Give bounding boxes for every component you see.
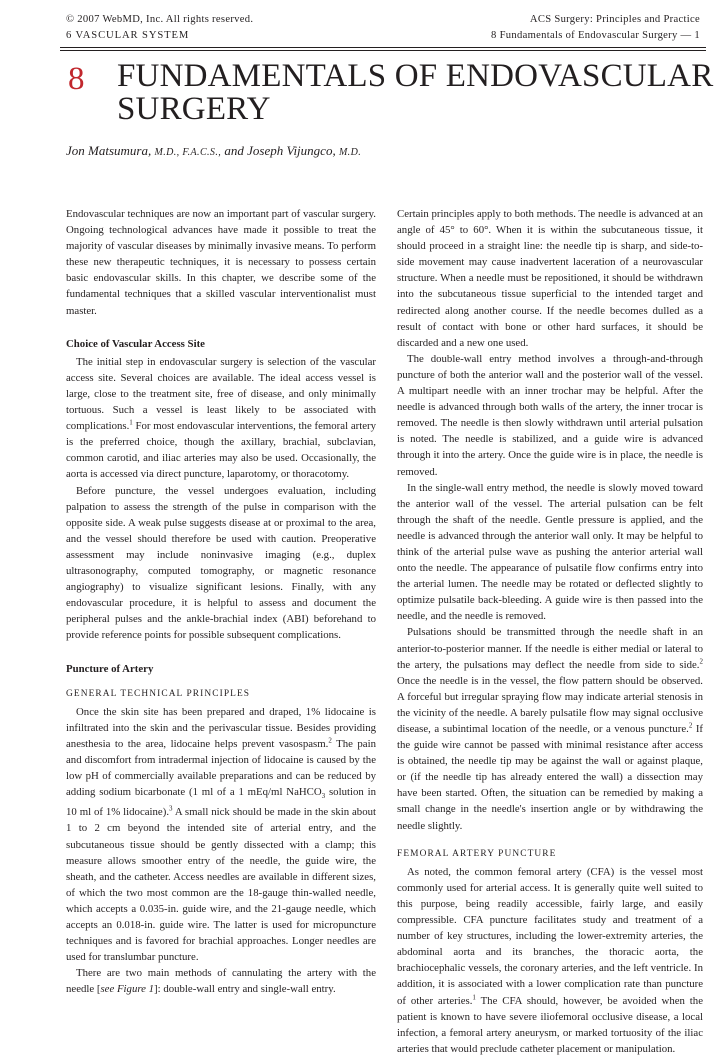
section-heading-access-site: Choice of Vascular Access Site: [66, 337, 205, 350]
text-run: The initial step in endovascular surgery is selection of the vascular access site. Several choices are available. The ideal access vessel is large, close to the treatment site, free of disease, and only minimally tortuous. Such a vessel is least likely to be associated with complications.: [66, 355, 376, 433]
text-run: The CFA should, however, be avoided when the patient is known to have severe iliofemoral occlusive disease, a local infection, a femoral artery aneurysm, or marked tortuosity of the iliac arteries that would preclude catheter placement or manipulation.: [397, 994, 704, 1055]
reference-mark: 2: [328, 736, 332, 745]
book-title: ACS Surgery: Principles and Practice: [529, 14, 700, 25]
access-site-paragraph-1: [66, 354, 376, 483]
subsection-heading-general-principles: GENERAL TECHNICAL PRINCIPLES: [66, 688, 251, 699]
principles-paragraph: Certain principles apply to both methods. The needle is advanced at an angle of 45° to 60°. When it is within the subcutaneous tissue, it should proceed in a straight line: the needle tip is sharp, and side-to-side movement may cause inadvertent laceration of a neurovascular structure. When a needle must be repositioned, it should be withdrawn into the subcutaneous tissue superficial to the intended target and redirected along another course. If the needle becomes dulled as a result of contact with bone or other hard surfaces, it should be discarded and a new one used.: [397, 208, 703, 349]
intro-paragraph: Endovascular techniques are now an important part of vascular surgery. Ongoing technological advances have made it possible to treat the majority of vascular diseases by minimally invasive means. To perform these new therapeutic techniques, it is necessary to possess certain basic endovascular skills. In this chapter, we describe some of the fundamental techniques that a skilled vascular interventionalist must master.: [66, 208, 376, 317]
left-column: [66, 206, 376, 997]
text-run: If the guide wire cannot be passed with minimal resistance after access is obtained, the needle tip may be against the wall or against plaque, or (if the needle tip has already entered the wall) a dissection may have been started. Often, the situation can be remedied by making a small change in the needle's insertion angle or by withdrawing the needle slightly.: [397, 723, 704, 832]
text-run: A small nick should be made in the skin about 1 to 2 cm beyond the intended site of arterial entry, and the subcutaneous tissue should be gently dissected with a clamp; this measure allows smoother entry of the needle, the guide wire, the sheath, and the catheter. Access needles are available in different sizes, of which the two most common are the 18-gauge thin-walled needle, which accepts a 0.035-in. guide wire, and the 21-gauge needle, which accepts an 0.018-in. guide wire. The latter is used for micropuncture techniques and is favored for brachial approaches. Longer needles are used for translumbar puncture.: [66, 806, 376, 964]
single-wall-paragraph: In the single-wall entry method, the needle is slowly moved toward the anterior wall of the vessel. The arterial pulsation can be felt through the shaft of the needle. Gentle pressure is applied, and the needle is advanced through the anterior wall only. It may be helpful to think of the arterial pulse wave as pushing the anterior arterial wall onto the needle. The appearance of pulsatile flow confirms entry into the arterial lumen. The needle may be rotated or deflected slightly to optimize pulsatile back-bleeding. A guide wire is then passed into the needle, and the needle is removed.: [397, 481, 703, 623]
chapter-title: FUNDAMENTALS OF ENDOVASCULAR SURGERY: [117, 58, 714, 127]
subsection-heading-femoral: FEMORAL ARTERY PUNCTURE: [397, 848, 557, 859]
figure-reference-link[interactable]: see Figure 1: [100, 983, 155, 996]
author-2-name: Joseph Vijungco,: [247, 143, 336, 158]
general-principles-paragraph-2: [66, 965, 376, 997]
femoral-paragraph: [397, 864, 703, 1057]
reference-mark: 1: [472, 992, 476, 1001]
text-run: Once the needle is in the vessel, the flow pattern should be observed. A forceful but irregular spraying flow may indicate arterial stenosis in the vicinity of the needle. A barely pulsatile flow may signal occlusive disease, a subintimal location of the needle, or a venous puncture.: [397, 674, 703, 735]
copyright-line: © 2007 WebMD, Inc. All rights reserved.: [66, 14, 254, 25]
text-run: As noted, the common femoral artery (CFA) is the vessel most commonly used for arterial access. It is generally quite well suited to this purpose, being readily accessible, fairly large, and easily compressible. CFA puncture facilitates study and treatment of a number of key structures, including the lower-extremity arteries, the abdominal aorta and its branches, the thoracic aorta, the brachiocephalic vessels, the coronary arteries, and the left ventricle. In addition, it is associated with a lower complication rate than puncture of other arteries.: [397, 865, 703, 1007]
text-run: ]: double-wall entry and single-wall entry.: [154, 983, 336, 996]
subscript: 3: [321, 792, 326, 801]
access-site-paragraph-2: Before puncture, the vessel undergoes evaluation, including palpation to assess the strength of the pulse in comparison with the opposite side. A weak pulse suggests disease at or proximal to the area, and the vessel should therefore be used with caution. Preoperative assessment may include noninvasive imaging (e.g., duplex ultrasonography, computed tomography, or magnetic resonance angiography) to visualize significant lesions. Finally, with any endovascular procedure, it is helpful to assess and document the peripheral pulses and the ankle-brachial index (ABI) beforehand to provide reference points for possible subsequent complications.: [66, 484, 376, 642]
chapter-running-head: 8 Fundamentals of Endovascular Surgery — 1: [491, 30, 700, 41]
section-heading-puncture: Puncture of Artery: [66, 663, 154, 676]
text-run: For most endovascular interventions, the femoral artery is the preferred choice, though the axillary, brachial, subclavian, common carotid, and iliac arteries may also be used. Occasionally, the aorta is accessed via direct puncture, laparotomy, or thoracotomy.: [66, 420, 376, 481]
section-running-head: 6 VASCULAR SYSTEM: [66, 30, 190, 41]
reference-mark: 2: [688, 721, 693, 730]
header-rule-bottom: [60, 50, 706, 51]
author-1-credentials: M.D., F.A.C.S.,: [154, 147, 222, 158]
reference-mark: 3: [169, 804, 173, 813]
reference-mark: 1: [129, 418, 133, 427]
header-rule-top: [60, 47, 706, 48]
text-run: Once the skin site has been prepared and draped, 1% lidocaine is infiltrated into the skin and the perivascular tissue. Besides providing anesthesia to the area, lidocaine helps prevent vasospasm.: [66, 705, 376, 750]
author-line: [66, 143, 361, 159]
chapter-number: 8: [68, 61, 85, 97]
text-run: The pain and discomfort from intradermal injection of lidocaine is caused by the low pH of commercially available preparations and can be reduced by adding sodium bicarbonate (1 ml of a 1 mEq/ml NaHCO: [66, 737, 376, 799]
reference-mark: 2: [699, 657, 703, 666]
general-principles-paragraph-1: [66, 704, 376, 966]
double-wall-paragraph: The double-wall entry method involves a through-and-through puncture of both the anterior wall and the posterior wall of the vessel. A multipart needle with an inner trochar may be helpful. After the needle is advanced through both walls of the artery, the inner trocar is removed. The needle is then slowly withdrawn until arterial pulsation is noted. The needle is stabilized, and a guide wire is advanced through it into the artery. Once the guide wire is in place, the needle is removed.: [397, 352, 703, 478]
text-run: Pulsations should be transmitted through the needle shaft in an anterior-to-posterior manner. If the needle is either medial or lateral to the artery, the pulsations may deflect the needle from side to side.: [397, 626, 703, 671]
text-run: There are two main methods of cannulating the artery with the needle [: [66, 967, 376, 996]
pulsation-paragraph: [397, 624, 703, 833]
text-run: solution in 10 ml of 1% lidocaine).: [66, 786, 376, 819]
author-2-credentials: M.D.: [338, 147, 362, 158]
right-column: [397, 206, 703, 1057]
author-1-name: Jon Matsumura,: [66, 143, 152, 158]
author-conjunction: and: [224, 143, 244, 158]
